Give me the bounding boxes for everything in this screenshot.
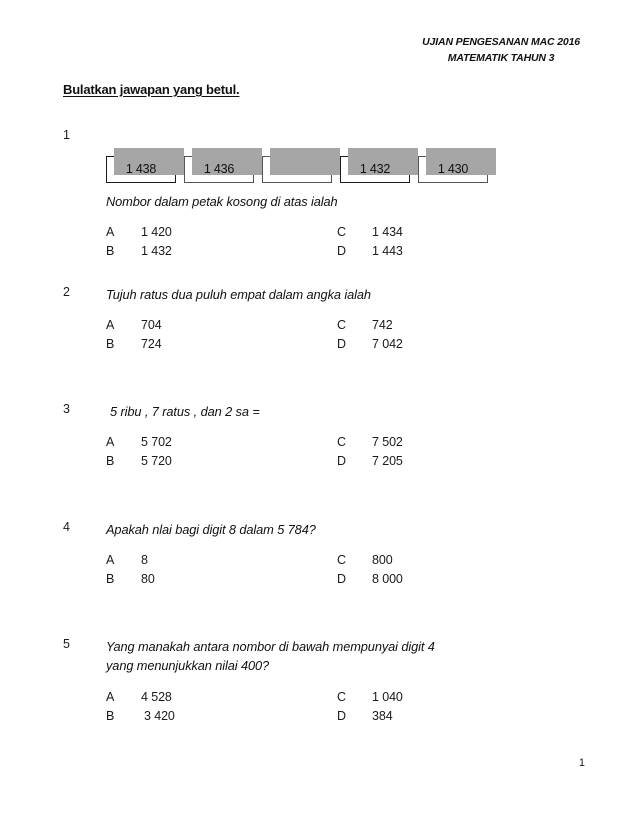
number-box-5	[418, 156, 488, 183]
question-4-header	[63, 520, 575, 539]
option-1-a-value: 1 420	[141, 225, 172, 239]
option-4-c-value: 800	[372, 553, 393, 567]
option-4-c[interactable]	[337, 553, 393, 567]
option-1-d-key: D	[337, 244, 346, 258]
option-4-d-value: 8 000	[372, 572, 403, 586]
question-4-text: Apakah nlai bagi digit 8 dalam 5 784?	[106, 522, 316, 537]
option-5-b-value: 3 420	[144, 709, 175, 723]
question-5	[63, 637, 575, 728]
option-5-b[interactable]	[106, 709, 175, 723]
number-box-5-value: 1 430	[437, 162, 469, 176]
question-2-text: Tujuh ratus dua puluh empat dalam angka ialah	[106, 287, 371, 302]
question-5-text-line-1: Yang manakah antara nombor di bawah mempunyai digit 4	[106, 639, 435, 654]
option-2-a-value: 704	[141, 318, 162, 332]
question-4-options	[106, 553, 526, 591]
option-1-d[interactable]	[337, 244, 403, 258]
option-5-d-key: D	[337, 709, 346, 723]
option-row-bd	[106, 244, 526, 263]
option-2-c-key: C	[337, 318, 346, 332]
question-3-header	[63, 402, 575, 421]
question-5-options	[106, 690, 526, 728]
header-line-subject: MATEMATIK TAHUN 3	[447, 52, 555, 64]
option-5-d-value: 384	[372, 709, 393, 723]
option-4-a[interactable]	[106, 553, 148, 567]
option-5-a-value: 4 528	[141, 690, 172, 704]
option-2-d-key: D	[337, 337, 346, 351]
option-1-c-key: C	[337, 225, 346, 239]
option-5-c[interactable]	[337, 690, 403, 704]
option-5-c-value: 1 040	[372, 690, 403, 704]
option-1-c[interactable]	[337, 225, 403, 239]
question-2-options	[106, 318, 526, 356]
option-5-b-key: B	[106, 709, 115, 723]
option-row-ac	[106, 553, 526, 572]
question-5-text-line-2: yang menunjukkan nilai 400?	[106, 658, 270, 673]
question-1-number: 1	[63, 128, 70, 142]
option-5-c-key: C	[337, 690, 346, 704]
question-3-text: 5 ribu , 7 ratus , dan 2 sa =	[110, 404, 260, 419]
option-3-a-key: A	[106, 435, 115, 449]
option-2-c-value: 742	[372, 318, 393, 332]
number-box-4	[340, 156, 410, 183]
question-4	[63, 520, 575, 591]
question-3	[63, 402, 575, 473]
option-2-b-value: 724	[141, 337, 162, 351]
option-4-a-key: A	[106, 553, 115, 567]
question-2-number: 2	[63, 285, 70, 299]
option-4-a-value: 8	[141, 553, 148, 567]
number-box-1-value: 1 438	[125, 162, 157, 176]
question-1-number-boxes	[106, 148, 575, 184]
option-1-a[interactable]	[106, 225, 172, 239]
question-5-header	[63, 637, 575, 675]
document-header	[422, 34, 580, 66]
instruction-text: Bulatkan jawapan yang betul.	[63, 82, 240, 97]
option-4-d[interactable]	[337, 572, 403, 586]
option-3-d-key: D	[337, 454, 346, 468]
option-4-b-key: B	[106, 572, 115, 586]
number-box-2	[184, 156, 254, 183]
option-3-d-value: 7 205	[372, 454, 403, 468]
option-row-ac	[106, 225, 526, 244]
number-box-3-empty	[262, 156, 332, 183]
question-2-header	[63, 285, 575, 304]
option-row-bd	[106, 709, 526, 728]
number-box-1	[106, 156, 176, 183]
question-1-options	[106, 225, 526, 263]
question-2	[63, 285, 575, 356]
option-5-a-key: A	[106, 690, 115, 704]
option-2-d[interactable]	[337, 337, 403, 351]
option-4-d-key: D	[337, 572, 346, 586]
question-5-number: 5	[63, 637, 70, 651]
option-3-b[interactable]	[106, 454, 172, 468]
option-1-b-value: 1 432	[141, 244, 172, 258]
number-box-2-value: 1 436	[203, 162, 235, 176]
option-row-ac	[106, 318, 526, 337]
option-4-b-value: 80	[141, 572, 155, 586]
option-3-b-key: B	[106, 454, 115, 468]
number-box-4-value: 1 432	[359, 162, 391, 176]
option-2-c[interactable]	[337, 318, 393, 332]
option-1-a-key: A	[106, 225, 115, 239]
option-4-c-key: C	[337, 553, 346, 567]
question-3-options	[106, 435, 526, 473]
question-1	[63, 128, 575, 263]
option-row-bd	[106, 572, 526, 591]
option-3-c-value: 7 502	[372, 435, 403, 449]
question-4-number: 4	[63, 520, 70, 534]
option-row-bd	[106, 454, 526, 473]
option-3-d[interactable]	[337, 454, 403, 468]
option-5-a[interactable]	[106, 690, 172, 704]
option-1-c-value: 1 434	[372, 225, 403, 239]
option-3-a[interactable]	[106, 435, 172, 449]
option-5-d[interactable]	[337, 709, 393, 723]
question-3-number: 3	[63, 402, 70, 416]
option-3-c-key: C	[337, 435, 346, 449]
option-1-b[interactable]	[106, 244, 172, 258]
number-box-3-shadow	[270, 148, 340, 175]
option-1-b-key: B	[106, 244, 115, 258]
option-3-c[interactable]	[337, 435, 403, 449]
page-number: 1	[578, 757, 585, 769]
option-2-d-value: 7 042	[372, 337, 403, 351]
option-2-a[interactable]	[106, 318, 162, 332]
option-row-ac	[106, 690, 526, 709]
option-2-b-key: B	[106, 337, 115, 351]
option-3-b-value: 5 720	[141, 454, 172, 468]
question-1-header	[63, 128, 575, 146]
header-line-exam: UJIAN PENGESANAN MAC 2016	[422, 36, 580, 48]
question-1-text: Nombor dalam petak kosong di atas ialah	[106, 194, 338, 209]
option-1-d-value: 1 443	[372, 244, 403, 258]
option-2-b[interactable]	[106, 337, 162, 351]
option-3-a-value: 5 702	[141, 435, 172, 449]
option-4-b[interactable]	[106, 572, 155, 586]
option-2-a-key: A	[106, 318, 115, 332]
option-row-ac	[106, 435, 526, 454]
option-row-bd	[106, 337, 526, 356]
